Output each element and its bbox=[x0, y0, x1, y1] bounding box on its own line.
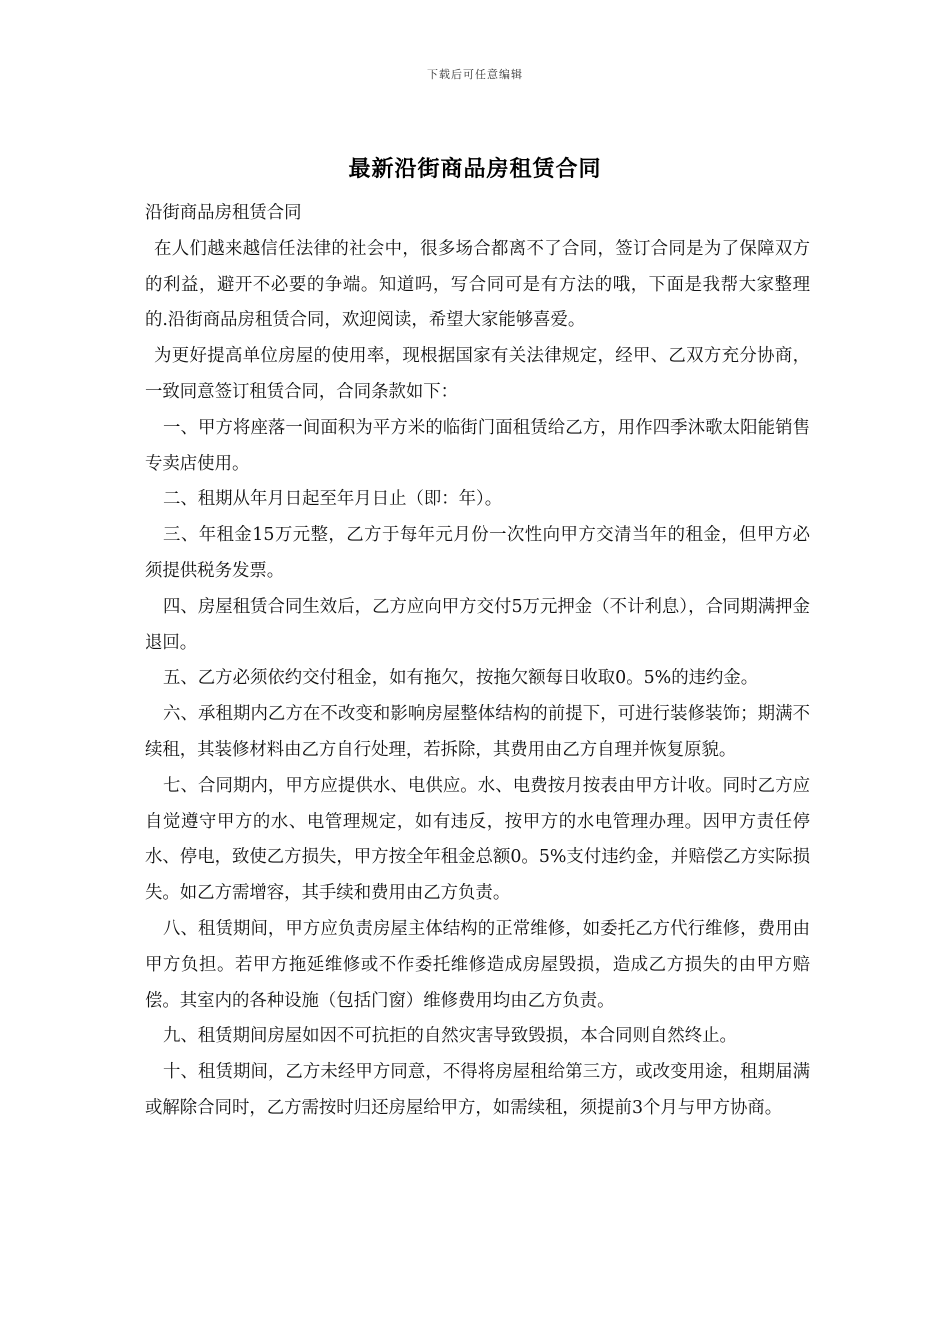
clause-3: 三、年租金15万元整，乙方于每年元月份一次性向甲方交清当年的租金，但甲方必须提供税务发票。 bbox=[145, 525, 810, 581]
clause-6: 六、承租期内乙方在不改变和影响房屋整体结构的前提下，可进行装修装饰；期满不续租，其装修材料由乙方自行处理，若拆除，其费用由乙方自理并恢复原貌。 bbox=[145, 704, 810, 760]
clause-4: 四、房屋租赁合同生效后，乙方应向甲方交付5万元押金（不计利息），合同期满押金退回。 bbox=[145, 596, 810, 653]
clause-7: 七、合同期内，甲方应提供水、电供应。水、电费按月按表由甲方计收。同时乙方应自觉遵守甲方的水、电管理规定，如有违反，按甲方的水电管理办理。因甲方责任停水、停电，致使乙方损失，甲方按全年租金总额0。5%支付违约金，并赔偿乙方实际损失。如乙方需增容，其手续和费用由乙方负责。 bbox=[145, 775, 810, 904]
intro-paragraph: 在人们越来越信任法律的社会中，很多场合都离不了合同，签订合同是为了保障双方的利益，避开不必要的争端。知道吗，写合同可是有方法的哦，下面是我帮大家整理的.沿街商品房租赁合同，欢迎阅读，希望大家能够喜爱。 bbox=[145, 238, 810, 331]
header-note: 下载后可任意编辑 bbox=[427, 68, 523, 81]
document-body bbox=[145, 196, 810, 1127]
clause-2: 二、租期从年月日起至年月日止（即：年）。 bbox=[163, 489, 503, 510]
document-title: 最新沿街商品房租赁合同 bbox=[348, 157, 602, 182]
clause-8: 八、租赁期间，甲方应负责房屋主体结构的正常维修，如委托乙方代行维修，费用由甲方负担。若甲方拖延维修或不作委托维修造成房屋毁损，造成乙方损失的由甲方赔偿。其室内的各种设施（包括门窗）维修费用均由乙方负责。 bbox=[145, 918, 810, 1011]
document-subtitle: 沿街商品房租赁合同 bbox=[145, 203, 302, 223]
clause-5: 五、乙方必须依约交付租金，如有拖欠，按拖欠额每日收取0。5%的违约金。 bbox=[163, 668, 759, 689]
clause-9: 九、租赁期间房屋如因不可抗拒的自然灾害导致毁损，本合同则自然终止。 bbox=[163, 1026, 737, 1047]
intro-paragraph: 为更好提高单位房屋的使用率，现根据国家有关法律规定，经甲、乙双方充分协商，一致同意签订租赁合同，合同条款如下： bbox=[145, 346, 810, 402]
clause-10: 十、租赁期间，乙方未经甲方同意，不得将房屋租给第三方，或改变用途，租期届满或解除合同时，乙方需按时归还房屋给甲方，如需续租，须提前3个月与甲方协商。 bbox=[145, 1062, 810, 1118]
clause-1: 一、甲方将座落一间面积为平方米的临街门面租赁给乙方，用作四季沐歌太阳能销售专卖店使用。 bbox=[145, 417, 810, 474]
